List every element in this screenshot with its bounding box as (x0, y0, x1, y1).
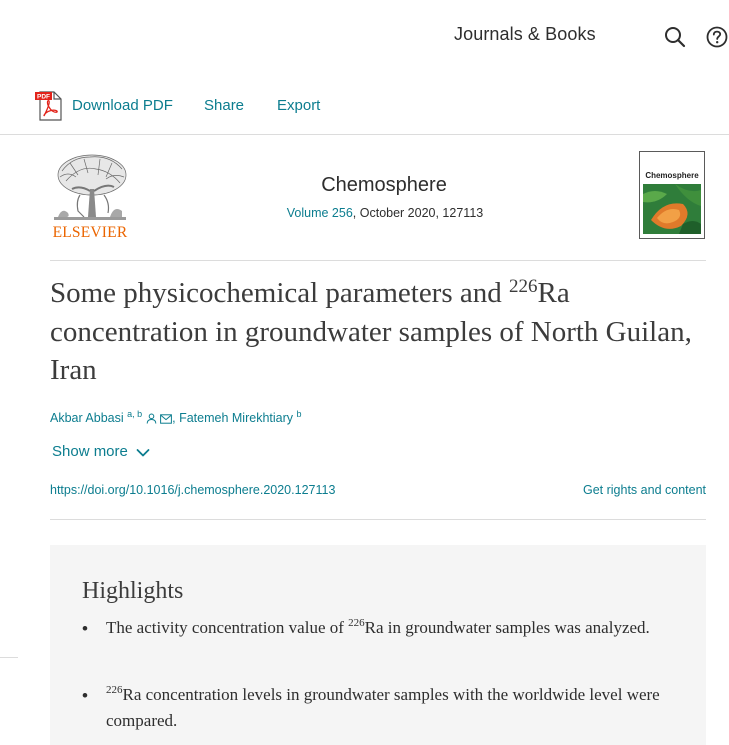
person-icon[interactable] (146, 413, 157, 424)
volume-date: , October 2020, 127113 (352, 206, 484, 220)
highlight-text: Ra concentration levels in groundwater samples with the worldwide level were compared. (106, 685, 660, 730)
article-title (50, 274, 710, 390)
pdf-file-icon[interactable] (34, 90, 64, 122)
journals-books-link[interactable]: Journals & Books (454, 24, 596, 44)
author-affiliation[interactable]: b (296, 409, 302, 419)
volume-link[interactable]: Volume 256 (286, 206, 353, 220)
highlights-heading: Highlights (82, 578, 184, 604)
highlight-text: The activity concentration value of (106, 618, 349, 637)
bullet: • (82, 619, 88, 638)
doi-link[interactable]: https://doi.org/10.1016/j.chemosphere.2020.127113 (50, 483, 336, 497)
highlight-item (106, 682, 666, 734)
header-divider (50, 260, 706, 261)
highlight-item (106, 615, 666, 641)
search-icon[interactable] (664, 26, 686, 48)
download-pdf-button[interactable]: Download PDF (72, 97, 173, 114)
author-name[interactable]: Akbar Abbasi (50, 411, 124, 425)
title-superscript: 226 (509, 276, 538, 297)
show-more-button[interactable]: Show more (52, 443, 128, 460)
share-button[interactable]: Share (204, 97, 245, 114)
export-button[interactable]: Export (277, 97, 321, 114)
author-name[interactable]: Fatemeh Mirekhtiary (179, 411, 294, 425)
author-separator: , (172, 411, 180, 425)
highlight-superscript: 226 (106, 684, 123, 696)
sidebar-rule (0, 657, 18, 658)
journal-cover-image[interactable] (639, 151, 705, 239)
cover-artwork (643, 184, 701, 234)
author-affiliation[interactable]: a, b (127, 409, 143, 419)
highlight-superscript: 226 (348, 617, 365, 629)
author-list (50, 411, 302, 425)
pdf-icon-label: PDF (37, 93, 50, 101)
banner-divider (50, 519, 706, 520)
journal-title-link[interactable]: Chemosphere (321, 174, 447, 196)
volume-info (200, 206, 570, 220)
title-part-1: Some physicochemical parameters and (50, 277, 510, 309)
help-icon[interactable] (706, 26, 728, 48)
bullet: • (82, 686, 88, 705)
elsevier-wordmark: ELSEVIER (52, 224, 128, 241)
highlight-text: Ra in groundwater samples was analyzed. (364, 618, 650, 637)
cover-title: Chemosphere (645, 171, 699, 180)
title-part-2: Ra concentration in groundwater samples of North Guilan, Iran (50, 277, 692, 386)
get-rights-link[interactable]: Get rights and content (583, 483, 706, 497)
highlights-section (50, 545, 706, 745)
envelope-icon[interactable] (160, 414, 172, 424)
chevron-down-icon[interactable] (136, 448, 150, 458)
